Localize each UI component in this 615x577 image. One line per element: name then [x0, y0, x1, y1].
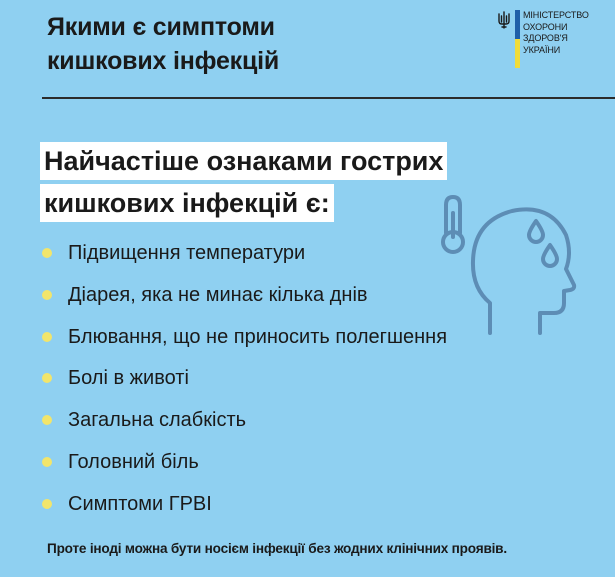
section-heading-line-2: кишкових інфекцій є: [40, 184, 334, 222]
page-title [47, 10, 367, 78]
logo-text-line-1: МІНІСТЕРСТВО [523, 10, 589, 20]
list-item [42, 401, 447, 443]
logo-text-line-4: УКРАЇНИ [523, 44, 561, 55]
list-item [42, 276, 447, 318]
header-divider [42, 97, 615, 99]
list-item [42, 318, 447, 360]
page-title-line-1: Якими є симптоми [47, 13, 275, 41]
list-item [42, 485, 447, 527]
bullet-icon [42, 373, 52, 383]
bullet-icon [42, 457, 52, 467]
logo-flag-bar [515, 10, 520, 68]
symptom-text: Діарея, яка не минає кілька днів [68, 283, 368, 306]
logo-flag-blue [515, 10, 520, 39]
symptom-text: Підвищення температури [68, 242, 306, 264]
list-item [42, 359, 447, 401]
logo-flag-yellow [515, 39, 520, 68]
bullet-icon [42, 248, 52, 258]
symptom-text: Болі в животі [68, 367, 189, 390]
symptom-text: Симптоми ГРВІ [68, 492, 212, 515]
section-heading-line-1: Найчастіше ознаками гострих [40, 142, 447, 180]
bullet-icon [42, 290, 52, 300]
symptom-text: Блювання, що не приносить полегшення [68, 325, 448, 348]
ministry-logo [497, 10, 589, 70]
bullet-icon [42, 415, 52, 425]
footnote: Проте іноді можна бути носієм інфекції без жодних клінічних проявів. [47, 541, 507, 556]
symptom-text: Загальна слабкість [68, 409, 247, 432]
symptom-text: Головний біль [68, 450, 199, 473]
bullet-icon [42, 499, 52, 509]
symptom-list [42, 234, 447, 527]
logo-text-line-2: ОХОРОНИ [523, 21, 568, 32]
page-title-line-2: кишкових інфекцій [47, 47, 280, 75]
list-item [42, 234, 447, 276]
section-heading [40, 142, 447, 226]
logo-text-line-3: ЗДОРОВ'Я [523, 33, 568, 43]
head-fever-thermometer-icon [432, 193, 582, 343]
trident-icon [497, 11, 511, 29]
list-item [42, 443, 447, 485]
bullet-icon [42, 332, 52, 342]
logo-text [523, 10, 589, 56]
